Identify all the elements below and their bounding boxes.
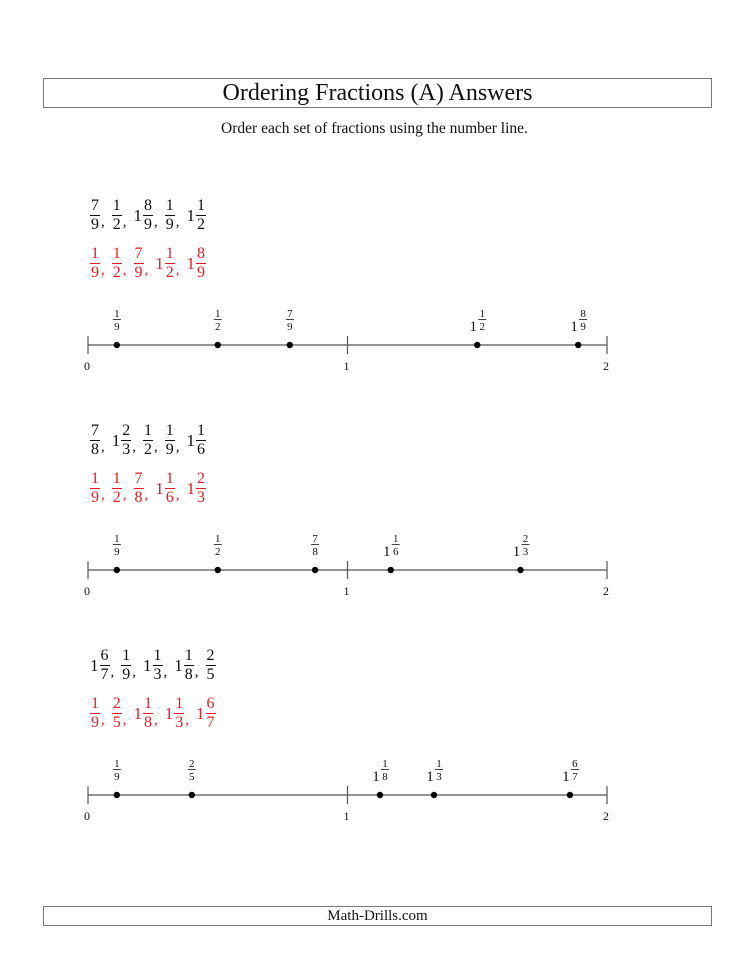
- point-marker: [114, 342, 120, 348]
- whole-number: 1: [196, 703, 205, 723]
- fraction: [134, 471, 144, 506]
- label-denominator: 9: [114, 321, 120, 333]
- fraction: [121, 423, 131, 458]
- point-label: [383, 533, 400, 560]
- separator-comma: ,: [101, 439, 105, 455]
- label-denominator: 2: [215, 321, 221, 333]
- denominator: 9: [134, 264, 143, 281]
- whole-number: 1: [186, 253, 195, 273]
- label-denominator: 9: [287, 321, 293, 333]
- point-label: [113, 308, 121, 333]
- numerator: 1: [165, 197, 174, 214]
- fraction: [90, 423, 100, 458]
- fraction: [90, 696, 100, 731]
- answer-fraction: [134, 696, 158, 731]
- question-fractions-row: [90, 423, 213, 458]
- label-denominator: 8: [312, 546, 318, 558]
- fraction: [100, 648, 110, 683]
- denominator: 2: [144, 441, 152, 458]
- point-marker: [287, 342, 293, 348]
- label-denominator: 5: [189, 771, 195, 783]
- denominator: 2: [112, 216, 121, 233]
- question-fraction: [206, 648, 216, 683]
- point-label: [562, 758, 579, 785]
- denominator: 5: [112, 714, 121, 731]
- separator-comma: ,: [185, 712, 189, 728]
- answer-fraction: [134, 471, 149, 506]
- question-fractions-row: [90, 648, 223, 683]
- point-marker: [474, 342, 480, 348]
- denominator: 9: [91, 264, 99, 281]
- label-denominator: 7: [572, 771, 578, 783]
- point-marker: [215, 567, 221, 573]
- point-marker: [388, 567, 394, 573]
- label-numerator: 6: [572, 758, 578, 770]
- numerator: 1: [144, 695, 152, 712]
- point-label: [470, 308, 487, 335]
- numerator: 6: [206, 695, 215, 712]
- denominator: 8: [184, 666, 193, 683]
- label-denominator: 9: [114, 546, 120, 558]
- numerator: 2: [197, 470, 205, 487]
- answer-fraction: [90, 471, 105, 506]
- point-label: [113, 533, 121, 558]
- point-label: [513, 533, 530, 560]
- label-numerator: 1: [436, 758, 442, 770]
- question-fraction: [143, 648, 167, 683]
- separator-comma: ,: [144, 262, 149, 278]
- fraction: [90, 471, 100, 506]
- footer-credit: Math-Drills.com: [43, 906, 712, 926]
- fraction: [90, 246, 100, 281]
- separator-comma: ,: [101, 214, 105, 230]
- denominator: 2: [112, 264, 121, 281]
- label-numerator: 1: [114, 533, 120, 545]
- whole-number: 1: [186, 205, 195, 225]
- label-numerator: 7: [287, 308, 293, 320]
- whole-number: 1: [186, 430, 195, 450]
- point-label: [214, 533, 222, 558]
- instructions: Order each set of fractions using the number line.: [221, 120, 528, 137]
- denominator: 8: [134, 489, 143, 506]
- numerator: 1: [112, 197, 121, 214]
- fraction: [206, 648, 216, 683]
- numerator: 8: [197, 245, 205, 262]
- numerator: 6: [100, 647, 109, 664]
- denominator: 9: [165, 216, 174, 233]
- numerator: 7: [134, 470, 143, 487]
- answer-fraction: [112, 471, 127, 506]
- denominator: 2: [165, 264, 174, 281]
- point-marker: [377, 792, 383, 798]
- whole-number: 1: [155, 253, 164, 273]
- denominator: 8: [144, 714, 152, 731]
- label-numerator: 1: [382, 758, 388, 770]
- point-label: [188, 758, 196, 783]
- whole-number: 1: [174, 655, 183, 675]
- separator-comma: ,: [101, 487, 105, 503]
- numerator: 8: [144, 197, 152, 214]
- whole-number: 1: [111, 430, 121, 450]
- tick-label: 0: [84, 359, 90, 373]
- label-numerator: 1: [393, 533, 399, 545]
- label-denominator: 8: [382, 771, 388, 783]
- tick-label: 2: [603, 359, 609, 373]
- denominator: 9: [91, 714, 99, 731]
- answer-fraction: [155, 471, 179, 506]
- point-marker: [517, 567, 523, 573]
- fraction: [196, 246, 206, 281]
- separator-comma: ,: [122, 214, 127, 230]
- number-line: [0, 300, 749, 390]
- answer-fraction: [112, 246, 127, 281]
- label-whole: 1: [383, 544, 391, 560]
- numerator: 1: [197, 197, 205, 214]
- label-whole: 1: [562, 769, 570, 785]
- fraction: [184, 648, 194, 683]
- answer-fraction: [90, 696, 105, 731]
- numerator: 2: [206, 647, 215, 664]
- fraction: [206, 696, 216, 731]
- label-numerator: 1: [215, 308, 221, 320]
- numerator: 1: [112, 245, 121, 262]
- label-whole: 1: [372, 769, 380, 785]
- fraction: [165, 423, 175, 458]
- tick-label: 2: [603, 584, 609, 598]
- answer-fraction: [196, 696, 216, 731]
- label-numerator: 1: [479, 308, 485, 320]
- numerator: 1: [153, 647, 162, 664]
- question-fraction: [187, 198, 207, 233]
- question-fraction: [174, 648, 198, 683]
- denominator: 3: [153, 666, 162, 683]
- numerator: 1: [165, 470, 174, 487]
- numerator: 2: [122, 422, 131, 439]
- point-marker: [189, 792, 195, 798]
- point-label: [113, 758, 121, 783]
- label-denominator: 3: [522, 546, 529, 558]
- tick-label: 2: [603, 809, 609, 823]
- numerator: 1: [91, 245, 99, 262]
- answer-fractions-row: [90, 471, 213, 506]
- whole-number: 1: [186, 478, 195, 498]
- label-whole: 1: [512, 544, 521, 560]
- question-fraction: [165, 198, 180, 233]
- denominator: 9: [122, 666, 131, 683]
- denominator: 7: [100, 666, 109, 683]
- denominator: 5: [206, 666, 215, 683]
- tick-label: 1: [343, 359, 350, 373]
- question-fractions-row: [90, 198, 213, 233]
- numerator: 2: [112, 695, 121, 712]
- question-fraction: [165, 423, 180, 458]
- point-label: [570, 308, 587, 335]
- denominator: 8: [91, 441, 99, 458]
- numerator: 1: [184, 647, 193, 664]
- denominator: 3: [175, 714, 184, 731]
- label-denominator: 6: [393, 546, 399, 558]
- separator-comma: ,: [122, 712, 127, 728]
- answer-fractions-row: [90, 246, 213, 281]
- label-denominator: 2: [215, 546, 221, 558]
- label-denominator: 2: [479, 321, 485, 333]
- label-numerator: 1: [215, 533, 221, 545]
- denominator: 2: [197, 216, 205, 233]
- label-numerator: 2: [189, 758, 195, 770]
- separator-comma: ,: [154, 214, 158, 230]
- point-marker: [114, 792, 120, 798]
- separator-comma: ,: [144, 487, 149, 503]
- question-fraction: [90, 423, 105, 458]
- answer-fraction: [187, 246, 207, 281]
- denominator: 9: [144, 216, 152, 233]
- whole-number: 1: [164, 703, 174, 723]
- fraction: [165, 246, 175, 281]
- numerator: 7: [134, 245, 143, 262]
- denominator: 9: [165, 441, 174, 458]
- whole-number: 1: [155, 478, 164, 498]
- separator-comma: ,: [175, 262, 180, 278]
- fraction: [143, 423, 153, 458]
- point-marker: [312, 567, 318, 573]
- separator-comma: ,: [122, 487, 127, 503]
- numerator: 1: [144, 422, 152, 439]
- numerator: 1: [122, 647, 131, 664]
- question-fraction: [134, 198, 158, 233]
- fraction: [153, 648, 163, 683]
- whole-number: 1: [133, 703, 142, 723]
- point-label: [214, 308, 222, 333]
- denominator: 9: [197, 264, 205, 281]
- fraction: [112, 471, 122, 506]
- tick-label: 0: [84, 584, 90, 598]
- fraction: [112, 198, 122, 233]
- answer-fractions-row: [90, 696, 223, 731]
- separator-comma: ,: [194, 664, 199, 680]
- tick-label: 0: [84, 809, 90, 823]
- point-label: [426, 758, 443, 785]
- label-numerator: 8: [580, 308, 586, 320]
- denominator: 7: [206, 714, 215, 731]
- separator-comma: ,: [163, 664, 168, 680]
- fraction: [196, 198, 206, 233]
- fraction: [196, 423, 206, 458]
- numerator: 1: [197, 422, 205, 439]
- fraction: [143, 696, 153, 731]
- number-line: [0, 525, 749, 615]
- separator-comma: ,: [175, 439, 180, 455]
- point-label: [372, 758, 389, 785]
- point-marker: [567, 792, 573, 798]
- whole-number: 1: [143, 655, 152, 675]
- numerator: 1: [91, 695, 99, 712]
- separator-comma: ,: [154, 439, 158, 455]
- denominator: 3: [122, 441, 131, 458]
- answer-fraction: [187, 471, 207, 506]
- question-fraction: [112, 423, 136, 458]
- separator-comma: ,: [175, 487, 180, 503]
- separator-comma: ,: [101, 712, 105, 728]
- separator-comma: ,: [110, 664, 115, 680]
- separator-comma: ,: [132, 664, 136, 680]
- fraction: [90, 198, 100, 233]
- label-whole: 1: [570, 319, 578, 335]
- label-numerator: 7: [312, 533, 318, 545]
- label-whole: 1: [426, 769, 434, 785]
- fraction: [121, 648, 131, 683]
- fraction: [112, 246, 122, 281]
- worksheet-title: Ordering Fractions (A) Answers: [43, 78, 712, 108]
- denominator: 2: [112, 489, 121, 506]
- numerator: 1: [91, 470, 99, 487]
- separator-comma: ,: [101, 262, 105, 278]
- tick-label: 1: [343, 584, 350, 598]
- fraction: [174, 696, 184, 731]
- question-fraction: [90, 198, 105, 233]
- question-fraction: [112, 198, 127, 233]
- numerator: 1: [112, 470, 121, 487]
- label-denominator: 3: [436, 771, 442, 783]
- fraction: [143, 198, 153, 233]
- fraction: [196, 471, 206, 506]
- separator-comma: ,: [154, 712, 158, 728]
- question-fraction: [90, 648, 114, 683]
- point-marker: [575, 342, 581, 348]
- point-label: [286, 308, 294, 333]
- point-label: [311, 533, 319, 558]
- separator-comma: ,: [122, 262, 127, 278]
- question-fraction: [121, 648, 136, 683]
- numerator: 1: [175, 695, 184, 712]
- numerator: 7: [91, 197, 99, 214]
- label-numerator: 1: [114, 308, 120, 320]
- label-numerator: 2: [522, 533, 529, 545]
- label-denominator: 9: [114, 771, 120, 783]
- numerator: 1: [165, 422, 174, 439]
- point-marker: [215, 342, 221, 348]
- fraction: [134, 246, 144, 281]
- answer-fraction: [112, 696, 127, 731]
- numerator: 7: [91, 422, 99, 439]
- label-denominator: 9: [580, 321, 586, 333]
- denominator: 9: [91, 489, 99, 506]
- answer-fraction: [90, 246, 105, 281]
- denominator: 6: [197, 441, 205, 458]
- separator-comma: ,: [132, 439, 136, 455]
- label-numerator: 1: [114, 758, 120, 770]
- answer-fraction: [155, 246, 179, 281]
- point-marker: [114, 567, 120, 573]
- label-whole: 1: [469, 319, 477, 335]
- denominator: 9: [91, 216, 99, 233]
- fraction: [165, 198, 175, 233]
- number-line: [0, 750, 749, 840]
- whole-number: 1: [133, 205, 142, 225]
- point-marker: [431, 792, 437, 798]
- tick-label: 1: [343, 809, 350, 823]
- fraction: [165, 471, 175, 506]
- question-fraction: [143, 423, 158, 458]
- denominator: 3: [197, 489, 205, 506]
- answer-fraction: [134, 246, 149, 281]
- numerator: 1: [165, 245, 174, 262]
- separator-comma: ,: [175, 214, 180, 230]
- whole-number: 1: [90, 655, 99, 675]
- denominator: 6: [165, 489, 174, 506]
- answer-fraction: [165, 696, 189, 731]
- fraction: [112, 696, 122, 731]
- question-fraction: [187, 423, 207, 458]
